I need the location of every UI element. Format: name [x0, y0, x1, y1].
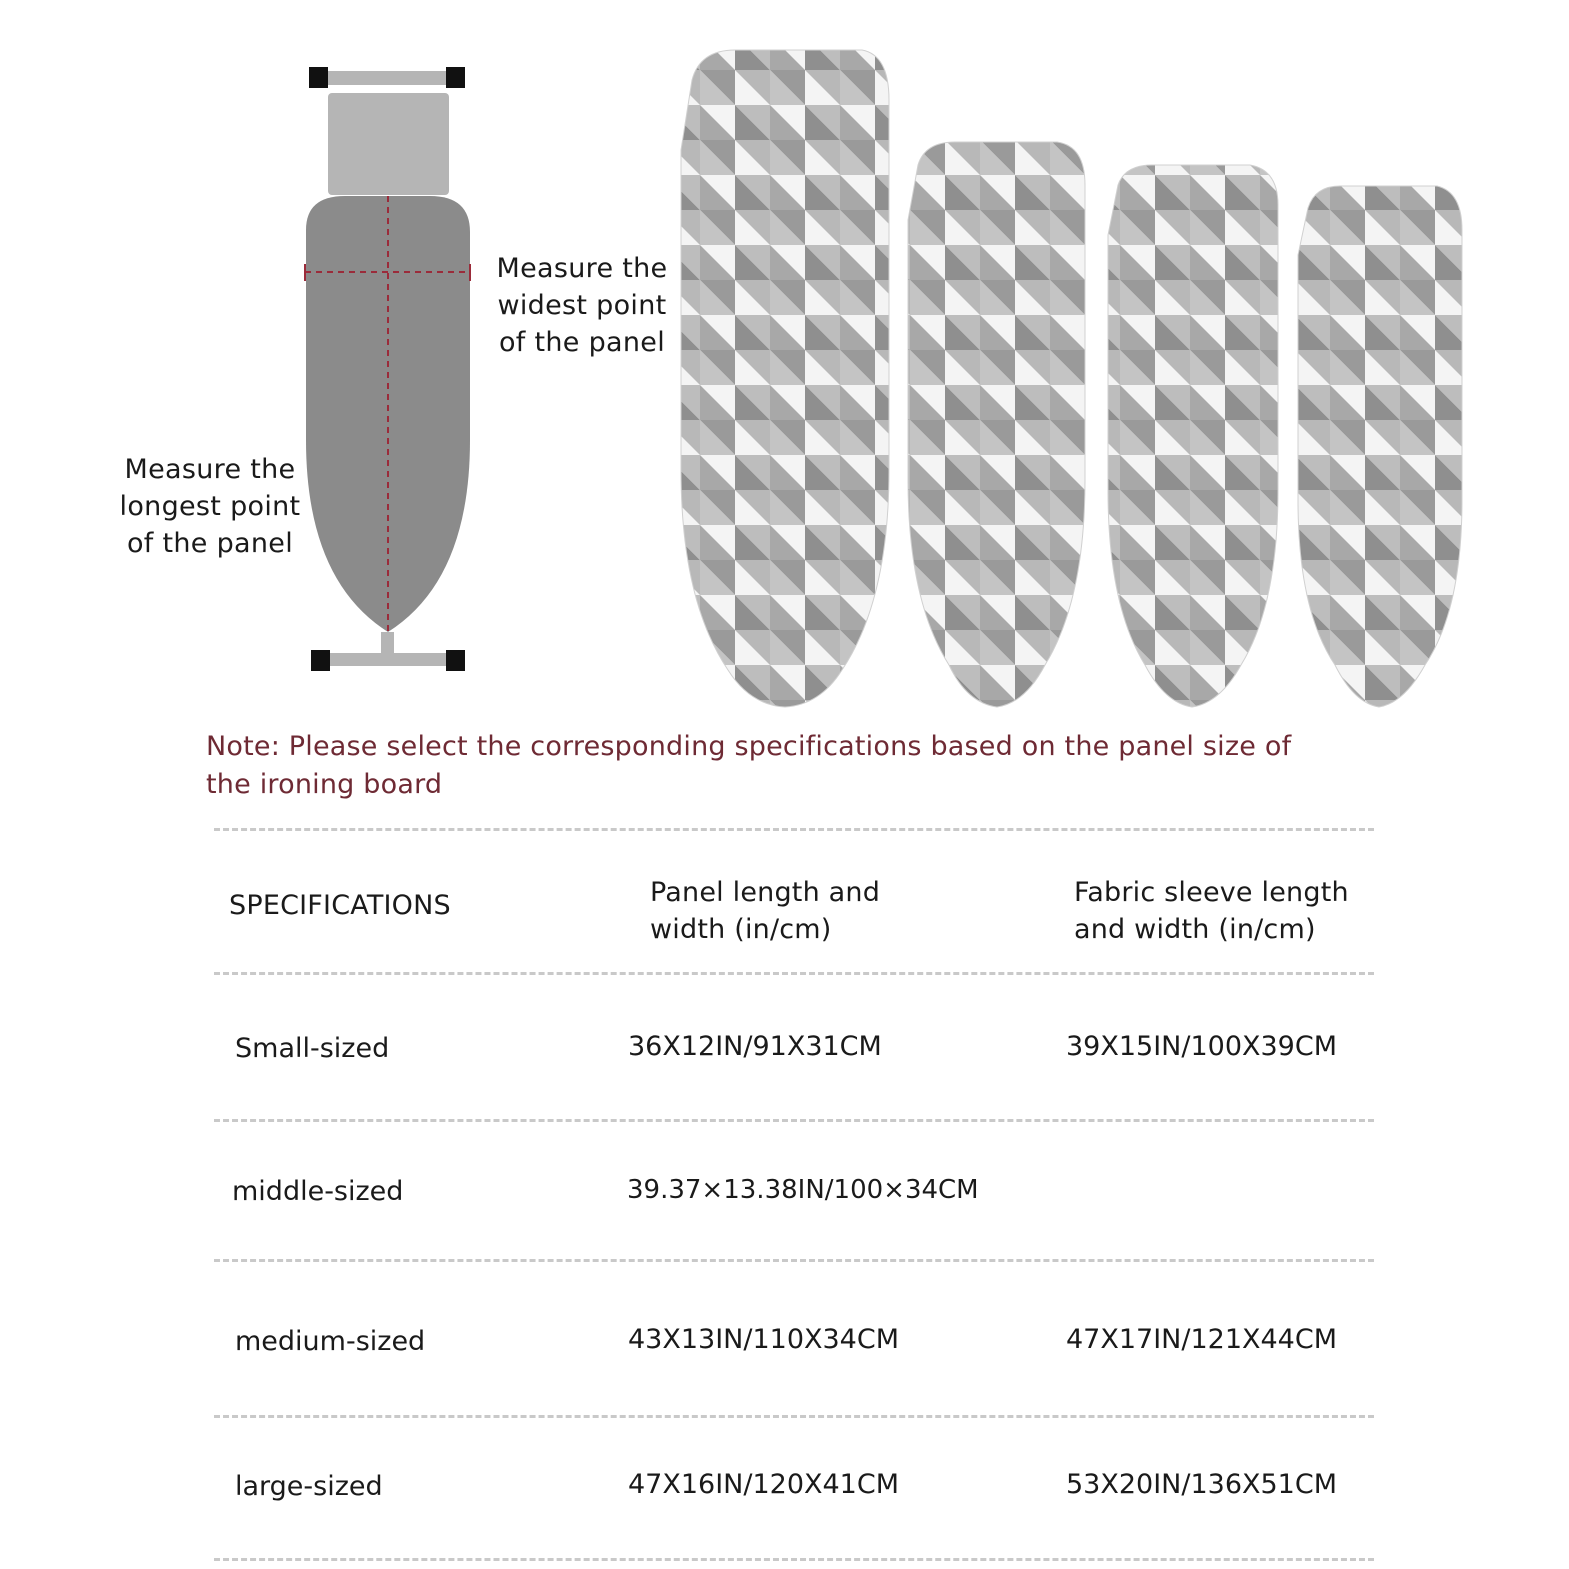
widest-point-label: Measure the widest point of the panel	[496, 253, 668, 358]
row-large-sleeve: 53X20IN/136X51CM	[1066, 1469, 1338, 1500]
row-small-spec: Small-sized	[235, 1033, 390, 1064]
header-specifications: SPECIFICATIONS	[229, 890, 451, 921]
row-small-sleeve: 39X15IN/100X39CM	[1066, 1031, 1338, 1062]
stand-block	[328, 93, 449, 195]
row-middle-panel: 39.37×13.38IN/100×34CM	[627, 1175, 979, 1205]
stand-bottom-bar	[320, 653, 464, 666]
row-large-spec: large-sized	[235, 1471, 383, 1502]
selection-note: Note: Please select the corresponding specifications based on the panel size of the ironing board	[206, 731, 1292, 800]
ironing-board-diagram	[0, 0, 1569, 720]
foot-bottom-right	[446, 650, 465, 671]
row-medium-sleeve: 47X17IN/121X44CM	[1066, 1324, 1338, 1355]
table-divider	[214, 1119, 1374, 1122]
row-small-panel: 36X12IN/91X31CM	[628, 1031, 882, 1062]
header-sleeve-size: Fabric sleeve length and width (in/cm)	[1074, 877, 1349, 945]
foot-top-right	[446, 67, 465, 88]
table-divider	[214, 828, 1374, 831]
table-divider	[214, 972, 1374, 975]
table-divider	[214, 1558, 1374, 1561]
row-large-panel: 47X16IN/120X41CM	[628, 1469, 900, 1500]
row-middle-spec: middle-sized	[232, 1176, 404, 1207]
table-divider	[214, 1415, 1374, 1418]
row-medium-spec: medium-sized	[235, 1326, 426, 1357]
table-divider	[214, 1259, 1374, 1262]
cover-medium	[908, 142, 1085, 707]
foot-bottom-left	[311, 650, 330, 671]
header-panel-size: Panel length and width (in/cm)	[650, 877, 881, 945]
board-illustration	[305, 67, 470, 671]
board-panel	[306, 196, 470, 632]
foot-top-left	[309, 67, 328, 88]
cover-middle	[1108, 165, 1278, 707]
longest-point-label: Measure the longest point of the panel	[119, 454, 301, 559]
row-medium-panel: 43X13IN/110X34CM	[628, 1324, 900, 1355]
cover-large	[681, 50, 889, 707]
cover-small	[1298, 186, 1462, 707]
stand-top-bar	[318, 71, 456, 85]
